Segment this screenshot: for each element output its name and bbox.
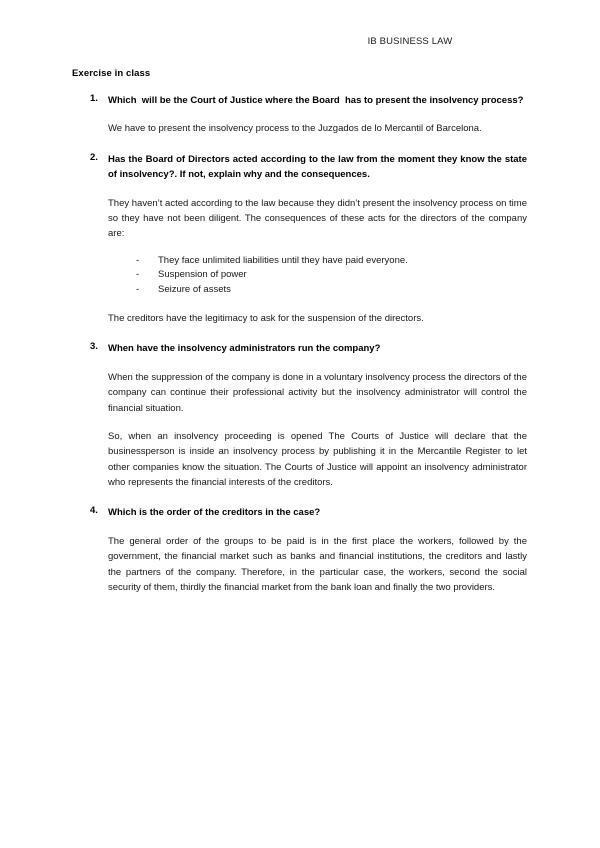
- dash-bullet-icon: -: [136, 254, 140, 266]
- question-prompt-3: When have the insolvency administrators run the company?: [108, 343, 381, 355]
- list-item-label: Seizure of assets: [158, 284, 231, 296]
- question-item-4: [72, 505, 527, 520]
- page-title: Exercise in class: [72, 68, 151, 79]
- question-prompt-4: Which is the order of the creditors in the case?: [108, 507, 321, 519]
- list-item-label: Suspension of power: [158, 269, 247, 281]
- answer-paragraph-1-1: We have to present the insolvency process to the Juzgados de lo Mercantil of Barcelona.: [108, 123, 482, 135]
- consequences-list: [72, 254, 527, 298]
- list-item-label: They face unlimited liabilities until they have paid everyone.: [158, 254, 408, 266]
- question-item-2: [72, 151, 530, 183]
- document-body: [72, 68, 530, 595]
- list-item: [72, 254, 527, 269]
- question-prompt-2: Has the Board of Directors acted according to the law from the moment they know the state of insolvency?. If not, explain why and the consequences.: [108, 153, 530, 181]
- dash-bullet-icon: -: [136, 269, 140, 281]
- question-number-4: 4.: [90, 505, 98, 517]
- answer-paragraph-3-1: When the suppression of the company is done in a voluntary insolvency process the directors of the company can continue their professional activity but the insolvency administrator will control the financial situation.: [108, 371, 527, 414]
- question-number-2: 2.: [90, 151, 98, 163]
- question-prompt-1: Which will be the Court of Justice where the Board has to present the insolvency process?: [108, 95, 524, 106]
- question-number-3: 3.: [90, 341, 98, 353]
- question-item-3: [72, 341, 527, 356]
- question-spacer: [72, 137, 527, 152]
- dash-bullet-icon: -: [136, 284, 140, 296]
- question-spacer: [72, 326, 527, 341]
- question-item-1: [72, 93, 527, 108]
- answer-paragraph-4-1: The general order of the groups to be paid is in the first place the workers, followed by the government, the financial market such as banks and financial institutions, the creditors and lastly the partners of the company. Therefore, in the particular case, the workers, second the social security of them, thirdly the financial market from the bank loan and finally the two providers.: [108, 535, 527, 593]
- answer-paragraph-3-2: So, when an insolvency proceeding is opened The Courts of Justice will declare that the businessperson is inside an insolvency process by publishing it in the Mercantile Register to let other companies know the situation. The Courts of Justice will appoint an insolvency administrator who represents the financial interests of the creditors.: [108, 430, 527, 489]
- answer-paragraph-2-1: They haven’t acted according to the law because they didn’t present the insolvency process on time so they have not been diligent. The consequences of these acts for the directors of the company are:: [108, 197, 527, 240]
- list-item: [72, 283, 527, 298]
- question-spacer: [72, 490, 527, 505]
- list-item: [72, 268, 527, 283]
- answer-closing-2: The creditors have the legitimacy to ask for the suspension of the directors.: [108, 313, 424, 325]
- running-head: IB BUSINESS LAW: [367, 36, 453, 47]
- question-number-1: 1.: [90, 93, 98, 104]
